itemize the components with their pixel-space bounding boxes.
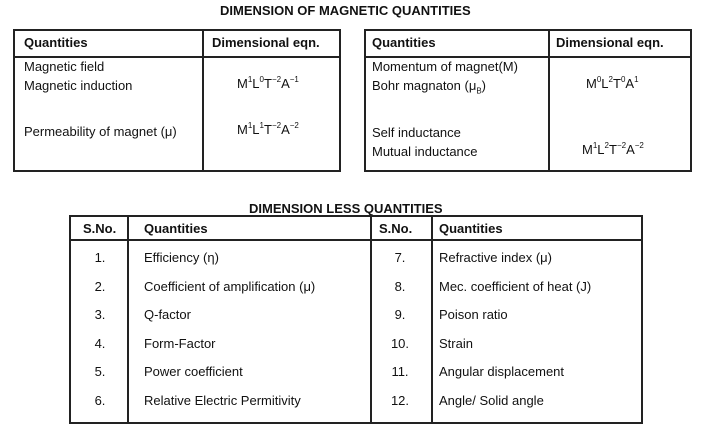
row-quantity: Poison ratio bbox=[439, 307, 508, 322]
quantity-self-inductance: Self inductance bbox=[372, 125, 461, 140]
row-number: 1. bbox=[94, 250, 106, 265]
bohr-close-paren: ) bbox=[481, 78, 487, 93]
row-quantity: Form-Factor bbox=[144, 336, 216, 351]
header-quantities: Quantities bbox=[24, 35, 88, 50]
row-quantity: Angle/ Solid angle bbox=[439, 393, 544, 408]
row-quantity: Strain bbox=[439, 336, 473, 351]
magnetic-table-right bbox=[364, 29, 692, 172]
exponent-m: 1 bbox=[247, 74, 253, 84]
row-quantity: Angular displacement bbox=[439, 364, 565, 379]
bohr-magnaton-label: Bohr magnaton (μ bbox=[372, 78, 477, 93]
quantity-bohr-magnaton bbox=[372, 78, 487, 96]
header-quantities: Quantities bbox=[372, 35, 436, 50]
exponent-m: 1 bbox=[247, 120, 253, 130]
row-quantity: Relative Electric Permitivity bbox=[144, 393, 301, 408]
exponent-t: −2 bbox=[271, 120, 282, 130]
header-dimensional-eqn: Dimensional eqn. bbox=[212, 35, 320, 50]
dimensionless-table bbox=[69, 215, 643, 424]
exponent-l: 2 bbox=[608, 74, 613, 84]
exponent-t: −2 bbox=[271, 74, 282, 84]
row-quantity: Coefficient of amplification (μ) bbox=[144, 279, 316, 294]
row-number: 9. bbox=[394, 307, 406, 322]
magnetic-quantities-title: DIMENSION OF MAGNETIC QUANTITIES bbox=[220, 3, 471, 18]
row-quantity: Q-factor bbox=[144, 307, 191, 322]
exponent-a: 1 bbox=[634, 74, 639, 84]
row-quantity: Power coefficient bbox=[144, 364, 243, 379]
row-number: 10. bbox=[390, 336, 410, 351]
exponent-a: −2 bbox=[289, 120, 299, 130]
quantity-permeability: Permeability of magnet (μ) bbox=[24, 124, 177, 139]
header-quantities-right: Quantities bbox=[439, 221, 503, 236]
row-quantity: Mec. coefficient of heat (J) bbox=[439, 279, 592, 294]
quantity-magnetic-induction: Magnetic induction bbox=[24, 78, 133, 93]
column-divider bbox=[431, 217, 433, 422]
row-number: 8. bbox=[394, 279, 406, 294]
header-quantities-left: Quantities bbox=[144, 221, 208, 236]
dimensional-equation: $M^0L^2T^0A^1$ bbox=[586, 74, 639, 91]
exponent-t: −2 bbox=[616, 140, 627, 150]
exponent-a: −1 bbox=[289, 74, 299, 84]
row-number: 12. bbox=[390, 393, 410, 408]
row-quantity: Refractive index (μ) bbox=[439, 250, 552, 265]
row-number: 7. bbox=[394, 250, 406, 265]
bohr-subscript: B bbox=[476, 86, 482, 96]
header-sno-left: S.No. bbox=[83, 221, 117, 236]
header-divider bbox=[15, 56, 339, 58]
row-number: 6. bbox=[94, 393, 106, 408]
exponent-t: 0 bbox=[620, 74, 626, 84]
row-number: 4. bbox=[94, 336, 106, 351]
header-dimensional-eqn: Dimensional eqn. bbox=[556, 35, 664, 50]
exponent-m: 1 bbox=[592, 140, 598, 150]
exponent-l: 2 bbox=[604, 140, 609, 150]
row-number: 3. bbox=[94, 307, 106, 322]
exponent-l: 0 bbox=[259, 74, 264, 84]
row-number: 5. bbox=[94, 364, 106, 379]
exponent-a: −2 bbox=[634, 140, 644, 150]
dimensional-equation: $M^1L^0T^{-2}A^{-1}$ bbox=[237, 74, 299, 91]
row-number: 2. bbox=[94, 279, 106, 294]
row-number: 11. bbox=[391, 364, 409, 379]
dimensional-equation: $M^1L^2T^{-2}A^{-2}$ bbox=[582, 140, 644, 157]
header-divider bbox=[366, 56, 690, 58]
dimensionless-quantities-title: DIMENSION LESS QUANTITIES bbox=[249, 201, 443, 216]
exponent-m: 0 bbox=[596, 74, 602, 84]
column-divider bbox=[202, 31, 204, 170]
exponent-l: 1 bbox=[259, 120, 264, 130]
quantity-magnetic-field: Magnetic field bbox=[24, 59, 105, 74]
quantity-momentum-of-magnet: Momentum of magnet(M) bbox=[372, 59, 518, 74]
header-divider bbox=[71, 239, 641, 241]
row-quantity: Efficiency (η) bbox=[144, 250, 219, 265]
header-sno-right: S.No. bbox=[379, 221, 413, 236]
column-divider bbox=[548, 31, 550, 170]
dimensional-equation: $M^1L^1T^{-2}A^{-2}$ bbox=[237, 120, 299, 137]
quantity-mutual-inductance: Mutual inductance bbox=[372, 144, 478, 159]
magnetic-table-left bbox=[13, 29, 341, 172]
